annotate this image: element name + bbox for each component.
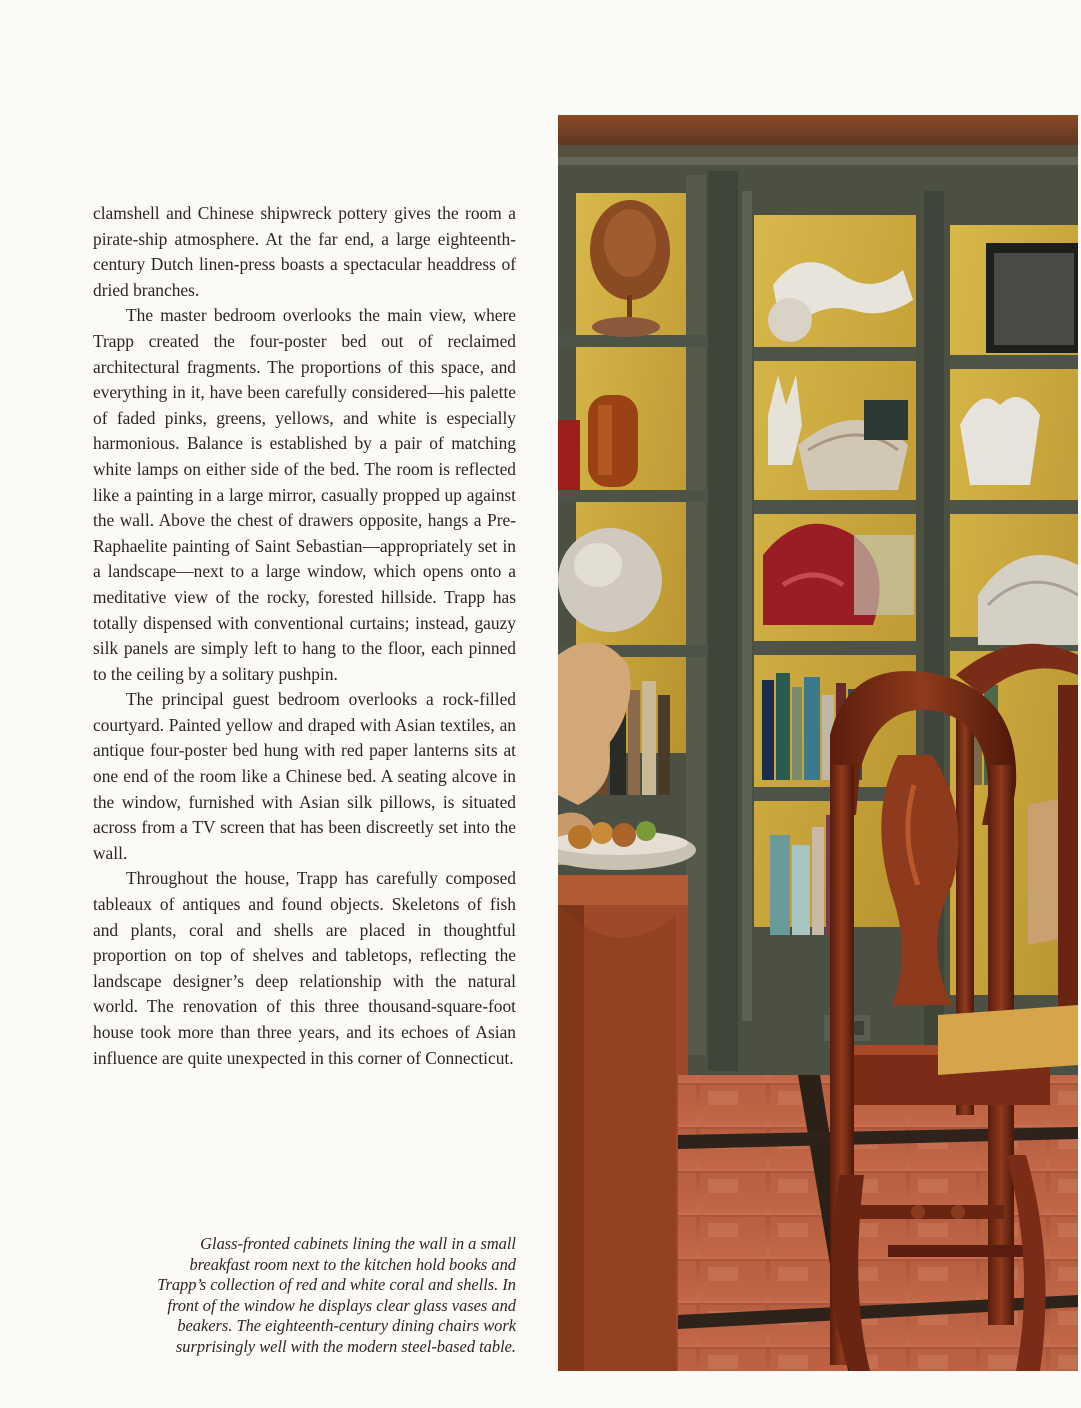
breakfast-room-photo xyxy=(558,115,1078,1371)
paragraph-2: The master bedroom overlooks the main view, where Trapp created the four-poster bed out of reclaimed architectural fragments. The proportions of this space, and everything in it, have been carefully considered—his palette of faded pinks, greens, yellows, and white is especially harmonious. Balance is established by a pair of matching white lamps on either side of the bed. The room is reflected like a painting in a large mirror, casually propped up against the wall. Above the chest of drawers opposite, hangs a Pre-Raphaelite painting of Saint Sebastian—appropriately set in a landscape—next to a large window, which opens onto a meditative view of the rocky, forested hillside. Trapp has totally dispensed with conventional curtains; instead, gauzy silk panels are simply left to hang to the floor, each pinned to the ceiling by a solitary pushpin. xyxy=(93,305,516,684)
paragraph-3: The principal guest bedroom overlooks a rock-filled courtyard. Painted yellow and draped with Asian textiles, an antique four-poster bed hung with red paper lanterns sits at one end of the room like a Chinese bed. A seating alcove in the window, furnished with Asian silk pillows, is situated across from a TV screen that has been discreetly set into the wall. xyxy=(93,689,516,863)
body-text-column xyxy=(93,201,516,1071)
photo-caption: Glass-fronted cabinets lining the wall in a small breakfast room next to the kitchen hold books and Trapp’s collection of red and white coral and shells. In front of the window he displays clear glass vases and beakers. The eighteenth-century dining chairs work surprisingly well with the modern steel-based table. xyxy=(157,1234,516,1356)
paragraph-4: Throughout the house, Trapp has carefully composed tableaux of antiques and found objects. Skeletons of fish and plants, coral and shells are placed in thoughtful proportion on top of shelves and tabletops, reflecting the landscape designer’s deep relationship with the natural world. The renovation of this three thousand-square-foot house took more than three years, and its echoes of Asian influence are quite unexpected in this corner of Connecticut. xyxy=(93,868,516,1068)
paragraph-1: clamshell and Chinese shipwreck pottery gives the room a pirate-ship atmosphere. At the far end, a large eighteenth-century Dutch linen-press boasts a spectacular headdress of dried branches. xyxy=(93,203,516,300)
